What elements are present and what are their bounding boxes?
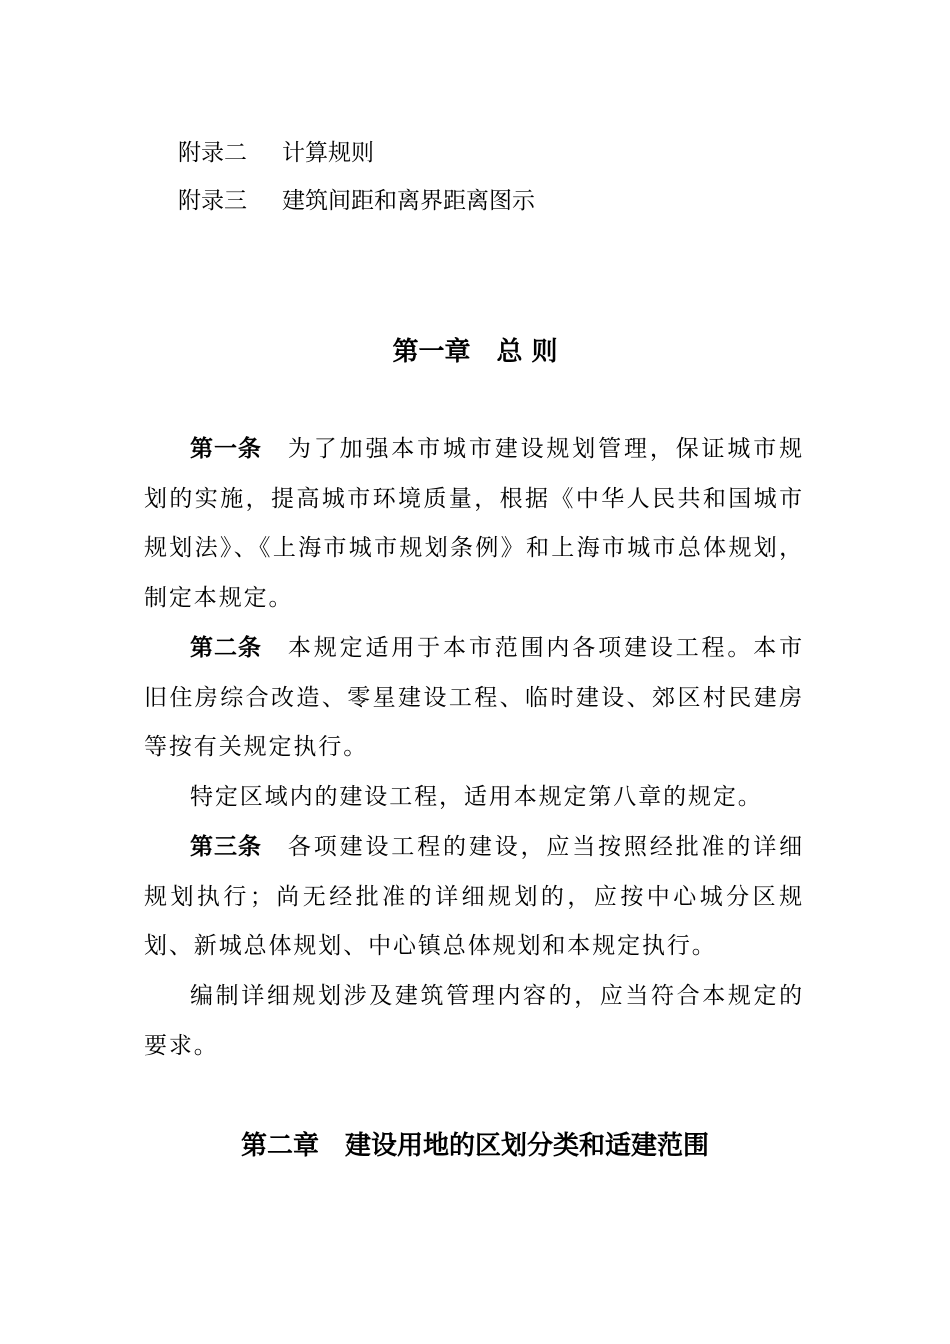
paragraph-text: 编制详细规划涉及建筑管理内容的，应当符合本规定的要求。 [144,983,804,1059]
article-paragraph [144,823,804,972]
paragraph [144,972,804,1071]
chapter-heading: 第二章 建设用地的区划分类和适建范围 [240,1131,709,1161]
article-text: 各项建设工程的建设，应当按照经批准的详细规划执行；尚无经批准的详细规划的，应按中心城分区规划、新城总体规划、中心镇总体规划和本规定执行。 [144,834,805,959]
appendix-label: 附录二 [178,140,247,166]
appendix-item [178,138,374,168]
article-text: 本规定适用于本市范围内各项建设工程。本市旧住房综合改造、零星建设工程、临时建设、郊区村民建房等按有关规定执行。 [144,635,805,760]
appendix-title: 计算规则 [282,140,374,166]
article-paragraph [144,624,804,773]
appendix-item [178,186,535,216]
article-label: 第三条 [190,834,262,860]
article-text: 为了加强本市城市建设规划管理，保证城市规划的实施，提高城市环境质量，根据《中华人民共和国城市规划法》、《上海市城市规划条例》和上海市城市总体规划，制定本规定。 [144,436,805,611]
article-paragraph [144,425,804,623]
article-label: 第一条 [190,436,262,462]
article-label: 第二条 [190,635,262,661]
appendix-label: 附录三 [178,188,247,214]
paragraph [144,773,804,823]
chapter-heading: 第一章 总 则 [392,337,558,367]
paragraph-text: 特定区域内的建设工程，适用本规定第八章的规定。 [190,784,763,810]
appendix-title: 建筑间距和离界距离图示 [282,188,535,214]
